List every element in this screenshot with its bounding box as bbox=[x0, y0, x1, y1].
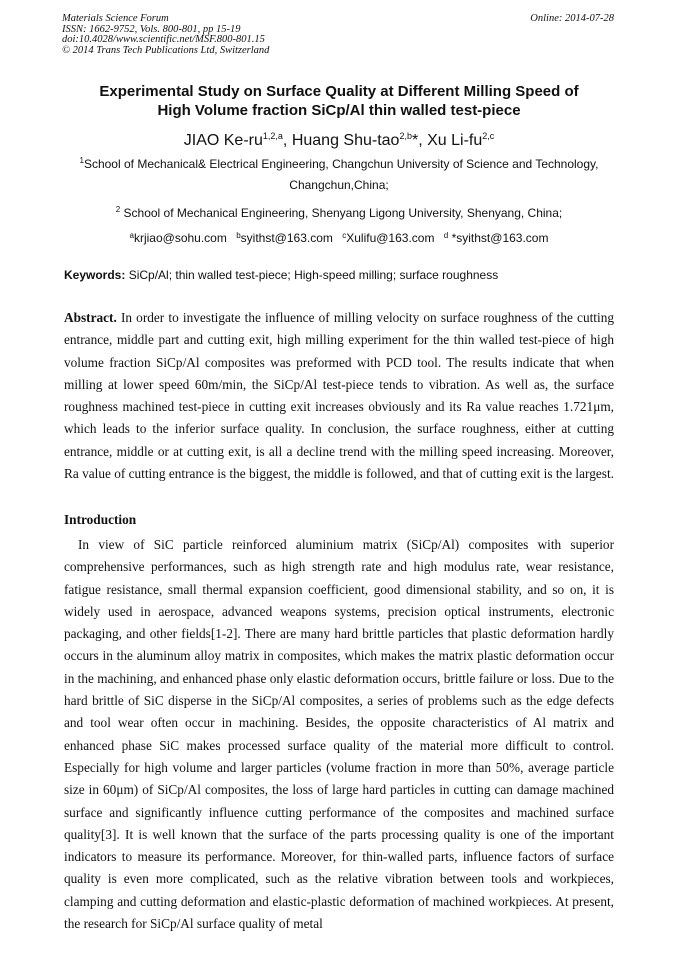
email-mark: d bbox=[443, 231, 449, 240]
journal-issn: ISSN: 1662-9752, Vols. 800-801, pp 15-19 bbox=[62, 23, 241, 35]
affiliation-number: 2 bbox=[115, 205, 121, 214]
keywords-label: Keywords: bbox=[64, 268, 126, 282]
email-entry bbox=[342, 231, 434, 245]
author-affiliation-mark: 2,c bbox=[482, 131, 495, 141]
introduction-paragraph: In view of SiC particle reinforced aluminium matrix (SiCp/Al) composites with superior comprehensive performances, such as high strength rate and high modulus rate, wear resistance, fatigue resistance, small thermal expansion coefficient, good dimensional stability, and so on, it is widely used in aerospace, advanced weapons systems, precision optical instruments, electronic packaging, and other fields[1-2]. There are many hard brittle particles that plastic deformation hardly occurs in the aluminum alloy matrix in composites, which makes the matrix plastic deformation occur in the machining, and enhanced phase only elastic deformation occurs, brittle failure or loss. Due to the hard brittle of SiC disperse in the SiCp/Al composites, a series of problems such as the edge defects and tool wear often occur in machining. Besides, the opposite characteristics of Al matrix and enhanced phase SiC makes processed surface quality of the material more difficult to control. Especially for high volume and larger particles (volume fraction in more than 50%, average particle size in 60μm) of SiCp/Al composites, the loss of large hard particles in cutting can damage machined surface and significantly influence cutting performance of the composites and machined surface quality[3]. It is well known that the surface of the parts processing quality is one of the important indicators to measure its performance. Moreover, for thin-walled parts, influence factors of surface quality is even more complicated, such as the relative vibration between tools and workpieces, clamping and cutting deformation and elastic-plastic deformation of machined workpieces. At present, the research for SiCp/Al surface quality of metal bbox=[64, 537, 614, 932]
author-name: Huang Shu-tao bbox=[291, 132, 400, 149]
affiliation-text: School of Mechanical Engineering, Shenyang Ligong University, Shenyang, China; bbox=[120, 206, 563, 220]
affiliation-text: School of Mechanical& Electrical Engineering, Changchun University of Science and Technology, Changchun,China; bbox=[83, 157, 599, 192]
email-entry bbox=[444, 231, 549, 245]
paper-title bbox=[40, 82, 638, 120]
email-link[interactable]: syithst@163.com bbox=[240, 231, 333, 245]
author-affiliation-mark: 2,b bbox=[399, 131, 412, 141]
author-separator: , bbox=[282, 132, 292, 149]
affiliation-2 bbox=[58, 199, 620, 224]
abstract-label: Abstract. bbox=[64, 310, 117, 325]
journal-header bbox=[62, 14, 269, 56]
email-mark: c bbox=[342, 231, 347, 240]
affiliation-1 bbox=[58, 150, 620, 196]
abstract bbox=[64, 307, 614, 485]
journal-name: Materials Science Forum bbox=[62, 13, 169, 24]
email-link[interactable]: *syithst@163.com bbox=[448, 231, 549, 245]
author-name: JIAO Ke-ru bbox=[183, 132, 263, 149]
corresponding-author-mark: * bbox=[411, 132, 419, 149]
email-link[interactable]: krjiao@sohu.com bbox=[133, 231, 227, 245]
email-mark: a bbox=[129, 231, 134, 240]
keywords-text: SiCp/Al; thin walled test-piece; High-speed milling; surface roughness bbox=[125, 268, 499, 282]
abstract-text: In order to investigate the influence of milling velocity on surface roughness of the cutting entrance, middle part and cutting exit, high milling experiment for the thin walled test-piece of high volume fraction SiCp/Al composites was preformed with PCD tool. The results indicate that when milling at lower speed 60m/min, the SiCp/Al test-piece tends to vibration. As well as, the surface roughness machined test-piece in cutting exit increases obviously and its Ra value reaches 1.721μm, which leads to the inferior surface quality. In conclusion, the surface roughness, either at cutting entrance, middle or at cutting exit, is all a decline trend with the milling speed increasing. Moreover, Ra value of cutting entrance is the biggest, the middle is followed, and that of cutting exit is the largest. bbox=[64, 310, 614, 482]
keywords bbox=[64, 266, 620, 284]
title-line-2: High Volume fraction SiCp/Al thin walled test-piece bbox=[157, 102, 521, 119]
email-link[interactable]: Xulifu@163.com bbox=[346, 231, 435, 245]
author-separator: , bbox=[418, 132, 428, 149]
journal-doi: doi:10.4028/www.scientific.net/MSF.800-801.15 bbox=[62, 34, 265, 45]
section-heading-introduction: Introduction bbox=[64, 512, 137, 527]
email-list bbox=[58, 227, 620, 247]
author-affiliation-mark: 1,2,a bbox=[262, 131, 283, 141]
online-date: Online: 2014-07-28 bbox=[530, 13, 614, 24]
email-entry bbox=[130, 231, 227, 245]
title-line-1: Experimental Study on Surface Quality at Different Milling Speed of bbox=[99, 83, 579, 100]
author-list bbox=[40, 126, 638, 151]
affiliation-number: 1 bbox=[79, 156, 84, 165]
email-entry bbox=[236, 231, 333, 245]
email-mark: b bbox=[236, 231, 241, 240]
author-name: Xu Li-fu bbox=[427, 132, 483, 149]
journal-copyright: © 2014 Trans Tech Publications Ltd, Switzerland bbox=[62, 44, 270, 56]
